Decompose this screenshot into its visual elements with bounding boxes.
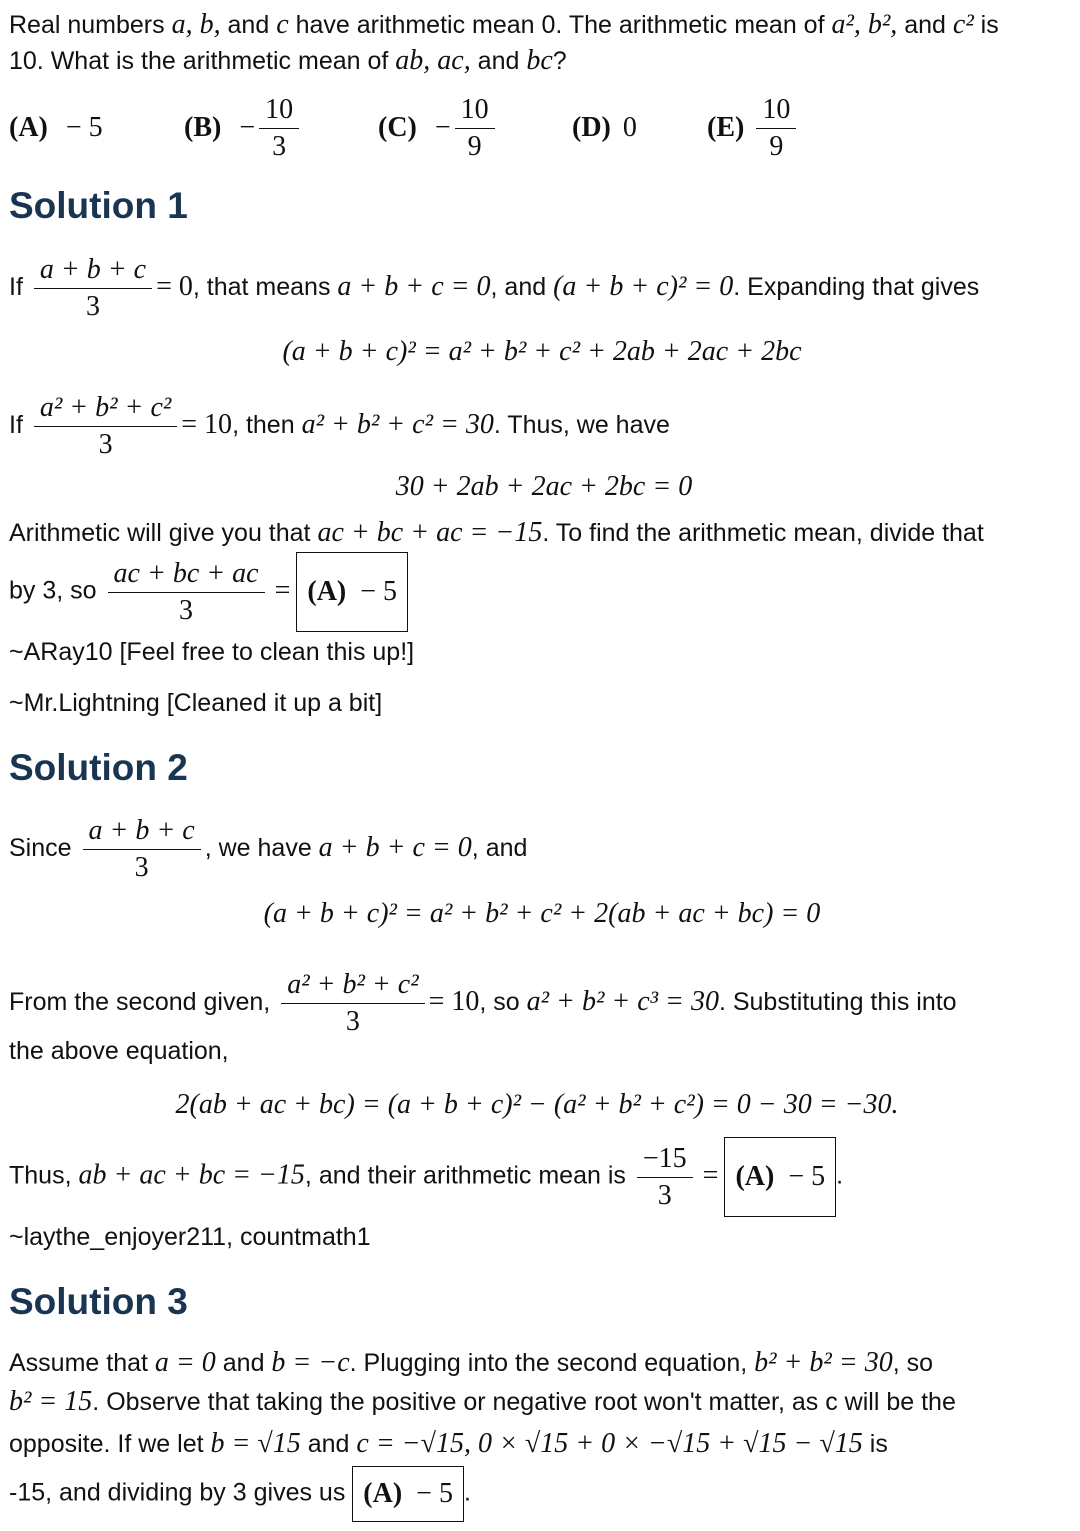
math: = 10: [181, 409, 233, 440]
answer-label: (A): [307, 576, 347, 607]
math: a² + b² + c² = 30: [301, 409, 494, 440]
frac-den: 3: [272, 130, 287, 162]
text: Arithmetic will give you that: [9, 519, 318, 547]
frac-den: 9: [769, 130, 784, 162]
choice-fraction: [455, 92, 495, 165]
answer-value: − 5: [360, 576, 398, 607]
math-vars: ab, ac,: [395, 45, 471, 76]
text: If: [9, 411, 23, 439]
sol1-line-4: [9, 552, 408, 626]
frac-num: −15: [637, 1141, 693, 1178]
choice-value: 0: [622, 112, 637, 143]
math: =: [274, 574, 291, 606]
choice-label: (B): [184, 112, 222, 143]
text: , and: [490, 273, 554, 301]
frac-den: 3: [179, 594, 194, 626]
text: , we have: [204, 834, 319, 862]
sol2-credit: ~laythe_enjoyer211, countmath1: [9, 1223, 371, 1251]
choice-e: [707, 88, 800, 168]
problem-line-1: [9, 10, 999, 40]
frac-num: 10: [455, 92, 495, 129]
fraction: [108, 556, 265, 629]
problem-text: Real numbers: [9, 11, 172, 39]
text: Thus,: [9, 1161, 79, 1190]
problem-text: have arithmetic mean 0. The arithmetic mean of: [288, 11, 832, 39]
answer-box: [724, 1137, 836, 1217]
sol2-line-3: the above equation,: [9, 1037, 229, 1065]
choice-label: (D): [572, 112, 611, 143]
text: . Substituting this into: [718, 988, 957, 1016]
text: and: [215, 1349, 272, 1377]
solution-1-heading: Solution 1: [9, 185, 188, 226]
text: .: [463, 1478, 471, 1507]
math: =: [702, 1159, 719, 1191]
problem-text: and: [897, 11, 953, 39]
text: , so: [479, 988, 527, 1016]
fraction: [637, 1141, 693, 1214]
choice-value: − 5: [65, 112, 103, 143]
math-var: c: [276, 9, 289, 40]
sol1-credit-1: ~ARay10 [Feel free to clean this up!]: [9, 638, 415, 666]
sol2-display-1: (a + b + c)² = a² + b² + c² + 2(ab + ac + bc) = 0: [263, 898, 821, 929]
choice-sign: −: [434, 112, 451, 143]
frac-den: 3: [345, 1005, 360, 1037]
solution-2-heading: Solution 2: [9, 747, 188, 788]
choice-fraction: [756, 92, 796, 165]
problem-text: 10. What is the arithmetic mean of: [9, 47, 396, 75]
choice-fraction: [259, 92, 299, 165]
text: by 3, so: [9, 576, 97, 605]
math-var: c²: [952, 9, 974, 40]
text: .: [836, 1161, 844, 1190]
frac-den: 3: [657, 1179, 672, 1211]
fraction: [281, 967, 424, 1040]
frac-den: 3: [85, 290, 100, 322]
text: is: [862, 1430, 888, 1458]
math: a + b + c = 0: [318, 832, 472, 863]
frac-num: a² + b² + c²: [34, 390, 177, 427]
choice-c: [378, 88, 499, 168]
choice-sign: −: [239, 112, 256, 143]
text: and: [300, 1430, 357, 1458]
math: a = 0: [154, 1347, 216, 1378]
math: b = √15: [210, 1428, 301, 1459]
math: b = −c: [271, 1347, 350, 1378]
sol1-line-1: [9, 250, 979, 324]
frac-num: a + b + c: [83, 813, 201, 850]
answer-label: (A): [363, 1478, 403, 1509]
problem-text: ?: [552, 47, 567, 75]
answer-box: [296, 552, 408, 632]
text: . Observe that taking the positive or negative root won't matter, as c will be the: [92, 1388, 956, 1416]
text: . Thus, we have: [493, 411, 670, 439]
problem-text: and: [470, 47, 527, 75]
sol2-display-2: 2(ab + ac + bc) = (a + b + c)² − (a² + b² + c²) = 0 − 30 = −30.: [175, 1089, 899, 1120]
answer-choices: [9, 88, 1069, 168]
sol3-line-2: [9, 1387, 956, 1417]
text: , and their arithmetic mean is: [304, 1161, 626, 1190]
math: a² + b² + c³ = 30: [526, 986, 719, 1017]
solution-3-heading: Solution 3: [9, 1281, 188, 1322]
sol3-line-4: [9, 1466, 471, 1516]
sol2-line-4: [9, 1137, 843, 1211]
frac-num: ac + bc + ac: [108, 556, 265, 593]
sol1-credit-2: ~Mr.Lightning [Cleaned it up a bit]: [9, 689, 383, 717]
problem-line-2: [9, 46, 567, 76]
text: , that means: [192, 273, 338, 301]
text: From the second given,: [9, 988, 271, 1016]
sol3-line-1: [9, 1348, 933, 1378]
frac-num: 10: [259, 92, 299, 129]
text: . To find the arithmetic mean, divide that: [542, 519, 984, 547]
text: . Plugging into the second equation,: [349, 1349, 755, 1377]
sol3-line-3: [9, 1429, 888, 1459]
math: b² = 15: [9, 1386, 93, 1417]
text: Since: [9, 834, 72, 862]
math-var: bc: [526, 45, 553, 76]
frac-num: 10: [756, 92, 796, 129]
choice-d: [572, 88, 637, 168]
choice-label: (A): [9, 112, 48, 143]
text: Assume that: [9, 1349, 155, 1377]
sol2-line-1: [9, 811, 527, 885]
sol1-display-1: (a + b + c)² = a² + b² + c² + 2ab + 2ac + 2bc: [282, 336, 802, 367]
math-squares: a², b²,: [831, 9, 898, 40]
answer-value: − 5: [788, 1161, 826, 1192]
text: -15, and dividing by 3 gives us: [9, 1478, 346, 1507]
math: ab + ac + bc = −15: [78, 1159, 305, 1191]
answer-label: (A): [735, 1161, 775, 1192]
choice-b: [184, 88, 303, 168]
sol1-display-2: 30 + 2ab + 2ac + 2bc = 0: [395, 471, 693, 502]
frac-den: 3: [134, 851, 149, 883]
problem-text: and: [220, 11, 277, 39]
math: = 0: [156, 271, 193, 302]
choice-label: (C): [378, 112, 417, 143]
fraction: [34, 252, 152, 325]
math: a + b + c = 0: [337, 271, 491, 302]
math-vars: a, b,: [171, 9, 221, 40]
frac-num: a² + b² + c²: [281, 967, 424, 1004]
fraction: [34, 390, 177, 463]
sol1-line-2: [9, 388, 670, 462]
choice-label: (E): [707, 112, 745, 143]
text: , so: [892, 1349, 933, 1377]
text: If: [9, 273, 23, 301]
math: (a + b + c)² = 0: [553, 271, 734, 302]
answer-box: [352, 1466, 464, 1522]
text: . Expanding that gives: [733, 273, 980, 301]
text: opposite. If we let: [9, 1430, 211, 1458]
sol2-line-2: [9, 965, 957, 1039]
answer-value: − 5: [416, 1478, 453, 1509]
math: = 10: [428, 986, 480, 1017]
fraction: [83, 813, 201, 886]
text: , and: [471, 834, 528, 862]
frac-den: 9: [467, 130, 482, 162]
choice-a: [9, 88, 103, 168]
frac-den: 3: [98, 428, 113, 460]
math: ac + bc + ac = −15: [317, 517, 543, 548]
sol1-line-3: [9, 518, 984, 548]
text: , then: [232, 411, 302, 439]
math: b² + b² = 30: [754, 1347, 893, 1378]
math: c = −√15, 0 × √15 + 0 × −√15 + √15 − √15: [356, 1428, 863, 1459]
frac-num: a + b + c: [34, 252, 152, 289]
problem-text: is: [973, 11, 999, 39]
